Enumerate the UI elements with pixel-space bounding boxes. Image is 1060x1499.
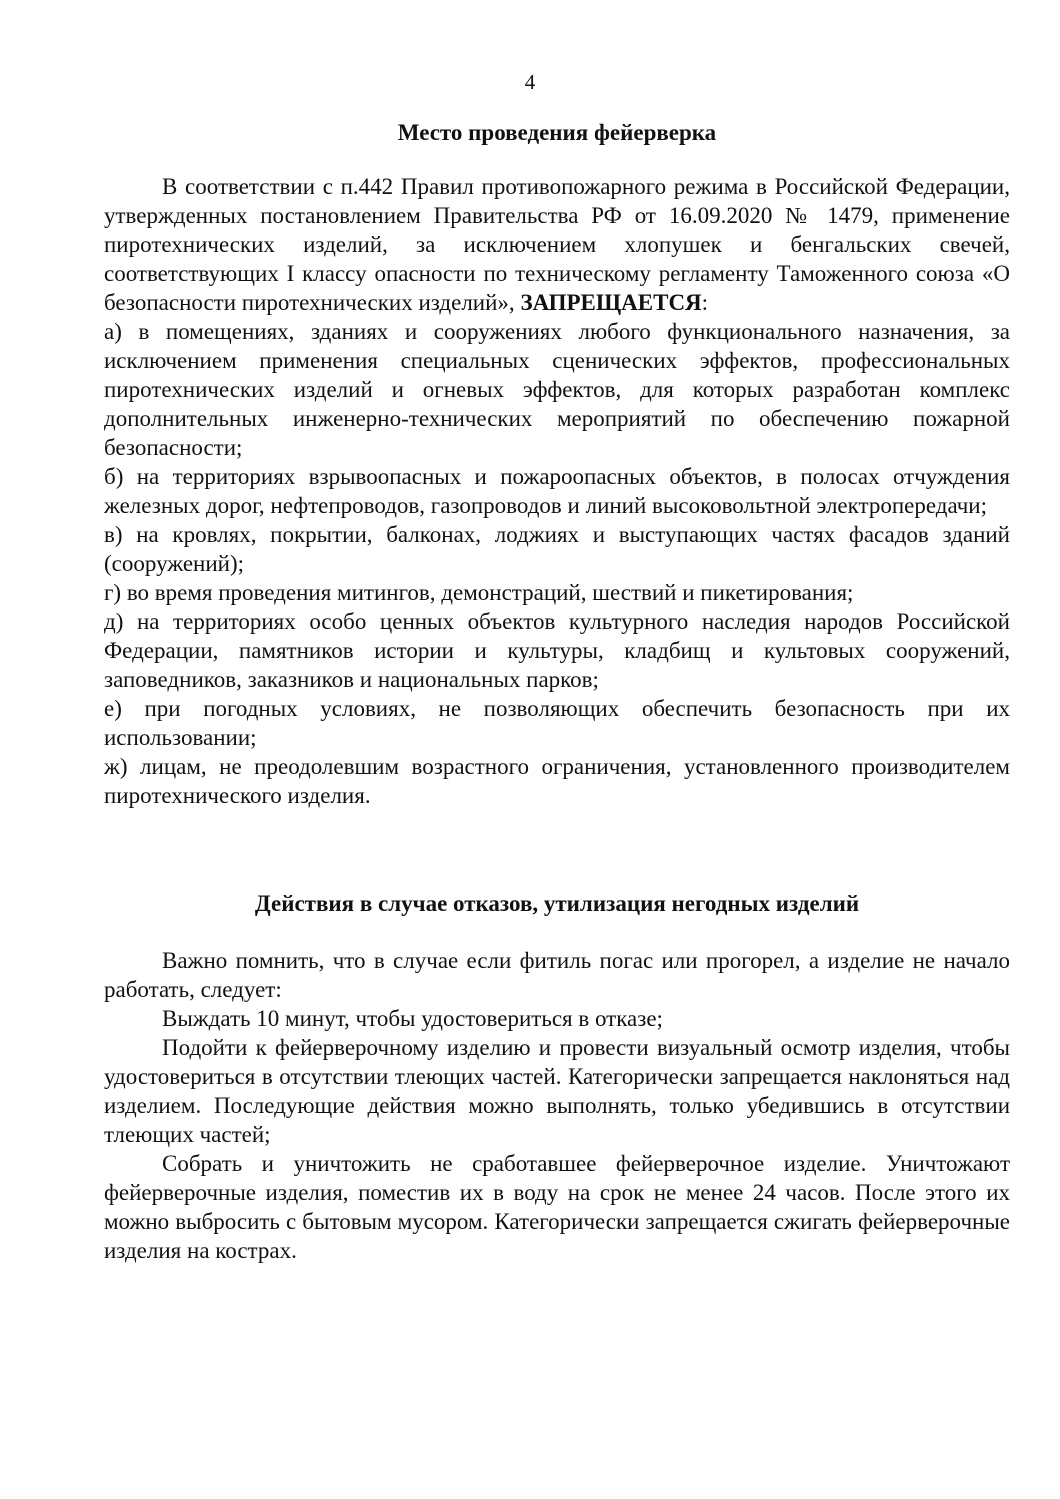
list-item: е) при погодных условиях, не позволяющих обеспечить безопасность при их использовании; [104,696,1010,750]
paragraph: Собрать и уничтожить не сработавшее фейерверочное изделие. Уничтожают фейерверочные изделия, поместив их в воду на срок не менее 24 часов. После этого их можно выбросить с бытовым мусором. Категорически запрещается сжигать фейерверочные изделия на кострах. [104,1151,1010,1263]
paragraph: Подойти к фейерверочному изделию и провести визуальный осмотр изделия, чтобы удостовериться в отсутствии тлеющих частей. Категорически запрещается наклоняться над изделием. Последующие действия можно выполнять, только убедившись в отсутствии тлеющих частей; [104,1035,1010,1147]
section-title-failures: Действия в случае отказов, утилизация негодных изделий [254,891,860,916]
intro-paragraph [104,172,1010,317]
list-item: в) на кровлях, покрытии, балконах, лоджиях и выступающих частях фасадов зданий (сооружений); [104,522,1010,576]
paragraph: Важно помнить, что в случае если фитиль погас или прогорел, а изделие не начало работать, следует: [104,948,1010,1002]
prohibited-suffix: : [701,290,709,315]
list-item: ж) лицам, не преодолевшим возрастного ограничения, установленного производителем пиротехнического изделия. [104,754,1010,808]
page-number: 4 [524,70,536,94]
list-item: д) на территориях особо ценных объектов культурного наследия народов Российской Федерации, памятников истории и культуры, кладбищ и культовых сооружений, заповедников, заказников и национальных парков; [104,609,1010,692]
section-body-venue [104,172,1010,810]
list-item: а) в помещениях, зданиях и сооружениях любого функционального назначения, за исключением применения специальных сценических эффектов, профессиональных пиротехнических изделий и огневых эффектов, для которых разработан комплекс дополнительных инженерно-технических мероприятий по обеспечению пожарной безопасности; [104,319,1010,460]
paragraph: Выждать 10 минут, чтобы удостовериться в отказе; [162,1006,663,1031]
intro-text: В соответствии с п.442 Правил противопожарного режима в Российской Федерации, утвержденных постановлением Правительства РФ от 16.09.2020 № 1479, применение пиротехнических изделий, за исключением хлопушек и бенгальских свечей, соответствующих I классу опасности по техническому регламенту Таможенного союза «О безопасности пиротехнических изделий», [104,174,1010,315]
list-item: г) во время проведения митингов, демонстраций, шествий и пикетирования; [104,580,854,605]
section-body-failures [104,946,1010,1265]
list-item: б) на территориях взрывоопасных и пожароопасных объектов, в полосах отчуждения железных дорог, нефтепроводов, газопроводов и линий высоковольтной электропередачи; [104,464,1010,518]
section-title-venue: Место проведения фейерверка [397,120,717,145]
prohibited-word: ЗАПРЕЩАЕТСЯ [520,290,702,315]
